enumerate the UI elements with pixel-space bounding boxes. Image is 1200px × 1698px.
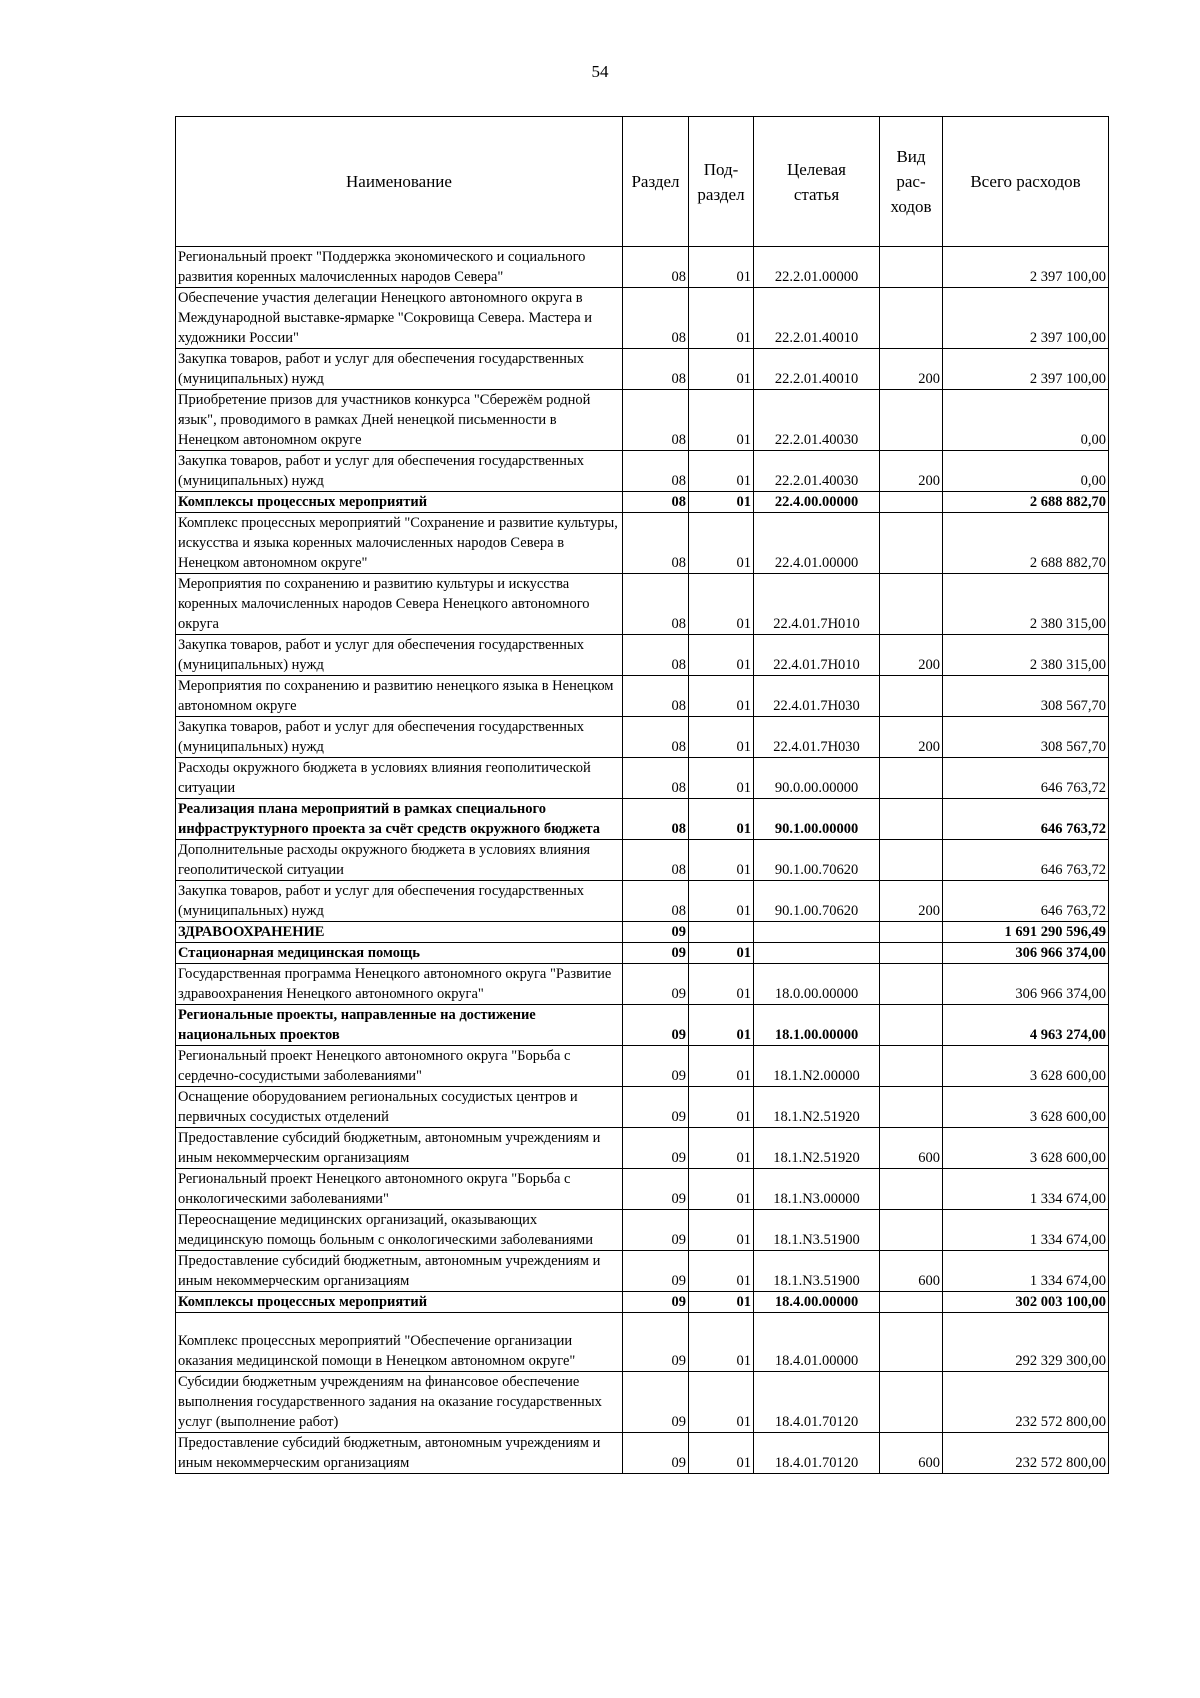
cell-section: 08 — [623, 840, 689, 881]
cell-target-article: 90.1.00.00000 — [754, 799, 880, 840]
cell-total: 2 380 315,00 — [943, 574, 1109, 635]
cell-target-article: 22.4.00.00000 — [754, 492, 880, 513]
cell-expense-type — [880, 1210, 943, 1251]
cell-section: 09 — [623, 1169, 689, 1210]
header-target-article: Целевая статья — [754, 117, 880, 247]
cell-target-article: 22.4.01.7Н030 — [754, 676, 880, 717]
cell-section: 08 — [623, 492, 689, 513]
cell-target-article: 90.1.00.70620 — [754, 840, 880, 881]
cell-total: 4 963 274,00 — [943, 1005, 1109, 1046]
cell-expense-type — [880, 1005, 943, 1046]
cell-expense-type — [880, 943, 943, 964]
cell-expense-type — [880, 1046, 943, 1087]
cell-target-article: 22.4.01.7Н010 — [754, 635, 880, 676]
cell-expense-type — [880, 513, 943, 574]
cell-subsection: 01 — [689, 676, 754, 717]
cell-target-article: 18.4.01.70120 — [754, 1372, 880, 1433]
cell-section: 09 — [623, 922, 689, 943]
table-row — [176, 1313, 1109, 1372]
cell-total: 2 380 315,00 — [943, 635, 1109, 676]
cell-target-article: 18.4.01.00000 — [754, 1313, 880, 1372]
cell-name: Мероприятия по сохранению и развитию культуры и искусства коренных малочисленных народов Севера Ненецкого автономного округа — [176, 574, 623, 635]
cell-expense-type — [880, 799, 943, 840]
cell-subsection: 01 — [689, 1313, 754, 1372]
cell-target-article: 18.1.N3.51900 — [754, 1210, 880, 1251]
cell-total: 3 628 600,00 — [943, 1087, 1109, 1128]
cell-name: Комплекс процессных мероприятий "Обеспечение организации оказания медицинской помощи в Ненецком автономном округе" — [176, 1313, 623, 1372]
table-row — [176, 1005, 1109, 1046]
cell-section: 09 — [623, 943, 689, 964]
table-row — [176, 635, 1109, 676]
cell-section: 08 — [623, 288, 689, 349]
table-row — [176, 1251, 1109, 1292]
cell-expense-type — [880, 676, 943, 717]
cell-name: ЗДРАВООХРАНЕНИЕ — [176, 922, 623, 943]
cell-section: 09 — [623, 1005, 689, 1046]
cell-name: Оснащение оборудованием региональных сосудистых центров и первичных сосудистых отделений — [176, 1087, 623, 1128]
cell-expense-type: 200 — [880, 349, 943, 390]
table-row — [176, 1433, 1109, 1474]
cell-expense-type: 600 — [880, 1128, 943, 1169]
cell-target-article: 22.4.01.7Н030 — [754, 717, 880, 758]
cell-total: 0,00 — [943, 390, 1109, 451]
cell-section: 09 — [623, 1372, 689, 1433]
cell-section: 08 — [623, 758, 689, 799]
cell-section: 09 — [623, 1128, 689, 1169]
header-total: Всего расходов — [943, 117, 1109, 247]
cell-total: 2 688 882,70 — [943, 492, 1109, 513]
cell-section: 09 — [623, 1433, 689, 1474]
page-number: 54 — [591, 62, 609, 81]
cell-section: 09 — [623, 1210, 689, 1251]
cell-total: 1 334 674,00 — [943, 1210, 1109, 1251]
cell-target-article: 18.1.N2.00000 — [754, 1046, 880, 1087]
cell-name: Закупка товаров, работ и услуг для обеспечения государственных (муниципальных) нужд — [176, 349, 623, 390]
cell-expense-type — [880, 288, 943, 349]
cell-expense-type — [880, 964, 943, 1005]
table-row — [176, 717, 1109, 758]
cell-total: 0,00 — [943, 451, 1109, 492]
cell-section: 08 — [623, 451, 689, 492]
cell-expense-type — [880, 1087, 943, 1128]
table-row — [176, 349, 1109, 390]
table-row — [176, 922, 1109, 943]
cell-subsection: 01 — [689, 1087, 754, 1128]
table-row — [176, 758, 1109, 799]
header-subsection: Под- раздел — [689, 117, 754, 247]
cell-subsection: 01 — [689, 1046, 754, 1087]
cell-expense-type — [880, 492, 943, 513]
cell-subsection: 01 — [689, 1128, 754, 1169]
cell-total: 1 334 674,00 — [943, 1169, 1109, 1210]
table-row — [176, 676, 1109, 717]
cell-target-article: 18.1.N2.51920 — [754, 1087, 880, 1128]
cell-section: 08 — [623, 390, 689, 451]
cell-name: Предоставление субсидий бюджетным, автономным учреждениям и иным некоммерческим организациям — [176, 1433, 623, 1474]
cell-expense-type — [880, 1292, 943, 1313]
cell-name: Дополнительные расходы окружного бюджета в условиях влияния геополитической ситуации — [176, 840, 623, 881]
cell-subsection: 01 — [689, 1251, 754, 1292]
table-row — [176, 1046, 1109, 1087]
cell-target-article: 18.1.00.00000 — [754, 1005, 880, 1046]
cell-subsection — [689, 922, 754, 943]
cell-subsection: 01 — [689, 390, 754, 451]
cell-target-article: 22.4.01.7Н010 — [754, 574, 880, 635]
cell-total: 646 763,72 — [943, 799, 1109, 840]
cell-total: 306 966 374,00 — [943, 964, 1109, 1005]
cell-expense-type: 200 — [880, 451, 943, 492]
cell-target-article: 18.4.01.70120 — [754, 1433, 880, 1474]
cell-expense-type — [880, 247, 943, 288]
cell-name: Приобретение призов для участников конкурса "Сбережём родной язык", проводимого в рамках Дней ненецкой письменности в Ненецком автономном округе — [176, 390, 623, 451]
cell-section: 08 — [623, 717, 689, 758]
cell-target-article: 22.2.01.00000 — [754, 247, 880, 288]
cell-section: 08 — [623, 513, 689, 574]
cell-total: 2 397 100,00 — [943, 349, 1109, 390]
table-row — [176, 451, 1109, 492]
cell-total: 646 763,72 — [943, 881, 1109, 922]
cell-section: 09 — [623, 964, 689, 1005]
cell-total: 302 003 100,00 — [943, 1292, 1109, 1313]
table-row — [176, 1128, 1109, 1169]
cell-name: Мероприятия по сохранению и развитию ненецкого языка в Ненецком автономном округе — [176, 676, 623, 717]
cell-subsection: 01 — [689, 1169, 754, 1210]
cell-name: Закупка товаров, работ и услуг для обеспечения государственных (муниципальных) нужд — [176, 717, 623, 758]
cell-total: 646 763,72 — [943, 840, 1109, 881]
table-row — [176, 1292, 1109, 1313]
cell-expense-type — [880, 1313, 943, 1372]
cell-subsection: 01 — [689, 1372, 754, 1433]
cell-target-article — [754, 943, 880, 964]
cell-name: Субсидии бюджетным учреждениям на финансовое обеспечение выполнения государственного задания на оказание государственных услуг (выполнение работ) — [176, 1372, 623, 1433]
cell-target-article: 90.1.00.70620 — [754, 881, 880, 922]
cell-expense-type: 200 — [880, 881, 943, 922]
cell-target-article: 18.4.00.00000 — [754, 1292, 880, 1313]
cell-expense-type — [880, 758, 943, 799]
cell-expense-type — [880, 840, 943, 881]
cell-section: 09 — [623, 1313, 689, 1372]
cell-expense-type — [880, 390, 943, 451]
cell-name: Расходы окружного бюджета в условиях влияния геополитической ситуации — [176, 758, 623, 799]
cell-subsection: 01 — [689, 635, 754, 676]
cell-name: Закупка товаров, работ и услуг для обеспечения государственных (муниципальных) нужд — [176, 451, 623, 492]
cell-subsection: 01 — [689, 288, 754, 349]
cell-name: Региональные проекты, направленные на достижение национальных проектов — [176, 1005, 623, 1046]
cell-name: Закупка товаров, работ и услуг для обеспечения государственных (муниципальных) нужд — [176, 635, 623, 676]
table-row — [176, 840, 1109, 881]
cell-subsection: 01 — [689, 451, 754, 492]
cell-subsection: 01 — [689, 881, 754, 922]
cell-total: 646 763,72 — [943, 758, 1109, 799]
table-row — [176, 390, 1109, 451]
cell-section: 08 — [623, 635, 689, 676]
cell-name: Переоснащение медицинских организаций, оказывающих медицинскую помощь больным с онкологическими заболеваниями — [176, 1210, 623, 1251]
cell-subsection: 01 — [689, 513, 754, 574]
cell-target-article: 18.1.N3.00000 — [754, 1169, 880, 1210]
cell-total: 306 966 374,00 — [943, 943, 1109, 964]
table-row — [176, 943, 1109, 964]
cell-section: 08 — [623, 799, 689, 840]
cell-subsection: 01 — [689, 758, 754, 799]
cell-target-article: 22.2.01.40010 — [754, 349, 880, 390]
cell-name: Обеспечение участия делегации Ненецкого автономного округа в Международной выставке-ярмарке "Сокровища Севера. Мастера и художники России" — [176, 288, 623, 349]
cell-subsection: 01 — [689, 1433, 754, 1474]
table-row — [176, 1169, 1109, 1210]
cell-subsection: 01 — [689, 574, 754, 635]
table-row — [176, 881, 1109, 922]
table-header-row — [176, 117, 1109, 247]
table-row — [176, 1210, 1109, 1251]
cell-section: 08 — [623, 574, 689, 635]
cell-total: 292 329 300,00 — [943, 1313, 1109, 1372]
table-row — [176, 492, 1109, 513]
cell-section: 09 — [623, 1046, 689, 1087]
cell-section: 08 — [623, 247, 689, 288]
table-row — [176, 513, 1109, 574]
cell-target-article: 18.0.00.00000 — [754, 964, 880, 1005]
cell-name: Предоставление субсидий бюджетным, автономным учреждениям и иным некоммерческим организациям — [176, 1251, 623, 1292]
cell-expense-type: 200 — [880, 717, 943, 758]
cell-subsection: 01 — [689, 840, 754, 881]
cell-name: Предоставление субсидий бюджетным, автономным учреждениям и иным некоммерческим организациям — [176, 1128, 623, 1169]
table-row — [176, 574, 1109, 635]
cell-target-article: 22.2.01.40030 — [754, 451, 880, 492]
header-section: Раздел — [623, 117, 689, 247]
cell-name: Региональный проект "Поддержка экономического и социального развития коренных малочисленных народов Севера" — [176, 247, 623, 288]
cell-name: Комплексы процессных мероприятий — [176, 1292, 623, 1313]
cell-target-article: 18.1.N2.51920 — [754, 1128, 880, 1169]
cell-total: 1 691 290 596,49 — [943, 922, 1109, 943]
cell-total: 1 334 674,00 — [943, 1251, 1109, 1292]
cell-subsection: 01 — [689, 964, 754, 1005]
cell-name: Комплекс процессных мероприятий "Сохранение и развитие культуры, искусства и языка коренных малочисленных народов Севера в Ненецком автономном округе" — [176, 513, 623, 574]
cell-section: 09 — [623, 1292, 689, 1313]
cell-section: 09 — [623, 1087, 689, 1128]
header-expense-type: Вид рас- ходов — [880, 117, 943, 247]
cell-name: Стационарная медицинская помощь — [176, 943, 623, 964]
cell-section: 08 — [623, 676, 689, 717]
table-row — [176, 247, 1109, 288]
cell-total: 232 572 800,00 — [943, 1372, 1109, 1433]
cell-subsection: 01 — [689, 1005, 754, 1046]
cell-subsection: 01 — [689, 1292, 754, 1313]
cell-subsection: 01 — [689, 247, 754, 288]
cell-expense-type — [880, 574, 943, 635]
cell-subsection: 01 — [689, 799, 754, 840]
cell-target-article: 22.2.01.40030 — [754, 390, 880, 451]
cell-total: 3 628 600,00 — [943, 1046, 1109, 1087]
table-row — [176, 288, 1109, 349]
cell-name: Комплексы процессных мероприятий — [176, 492, 623, 513]
cell-subsection: 01 — [689, 943, 754, 964]
cell-expense-type: 600 — [880, 1433, 943, 1474]
cell-subsection: 01 — [689, 492, 754, 513]
cell-expense-type — [880, 1372, 943, 1433]
header-name: Наименование — [176, 117, 623, 247]
table-row — [176, 1087, 1109, 1128]
cell-name: Государственная программа Ненецкого автономного округа "Развитие здравоохранения Ненецкого автономного округа" — [176, 964, 623, 1005]
cell-subsection: 01 — [689, 349, 754, 390]
cell-total: 232 572 800,00 — [943, 1433, 1109, 1474]
cell-expense-type: 200 — [880, 635, 943, 676]
cell-section: 08 — [623, 881, 689, 922]
cell-target-article: 22.2.01.40010 — [754, 288, 880, 349]
cell-name: Региональный проект Ненецкого автономного округа "Борьба с сердечно-сосудистыми заболеваниями" — [176, 1046, 623, 1087]
table-row — [176, 964, 1109, 1005]
cell-name: Реализация плана мероприятий в рамках специального инфраструктурного проекта за счёт средств окружного бюджета — [176, 799, 623, 840]
cell-total: 308 567,70 — [943, 676, 1109, 717]
cell-name: Закупка товаров, работ и услуг для обеспечения государственных (муниципальных) нужд — [176, 881, 623, 922]
table-row — [176, 799, 1109, 840]
cell-expense-type: 600 — [880, 1251, 943, 1292]
cell-total: 308 567,70 — [943, 717, 1109, 758]
cell-target-article: 90.0.00.00000 — [754, 758, 880, 799]
cell-subsection: 01 — [689, 1210, 754, 1251]
cell-total: 2 397 100,00 — [943, 288, 1109, 349]
cell-expense-type — [880, 1169, 943, 1210]
cell-subsection: 01 — [689, 717, 754, 758]
cell-section: 09 — [623, 1251, 689, 1292]
cell-target-article: 22.4.01.00000 — [754, 513, 880, 574]
cell-expense-type — [880, 922, 943, 943]
cell-target-article: 18.1.N3.51900 — [754, 1251, 880, 1292]
cell-section: 08 — [623, 349, 689, 390]
cell-total: 3 628 600,00 — [943, 1128, 1109, 1169]
cell-total: 2 688 882,70 — [943, 513, 1109, 574]
cell-name: Региональный проект Ненецкого автономного округа "Борьба с онкологическими заболеваниями" — [176, 1169, 623, 1210]
table-row — [176, 1372, 1109, 1433]
budget-table — [175, 116, 1109, 1474]
cell-total: 2 397 100,00 — [943, 247, 1109, 288]
cell-target-article — [754, 922, 880, 943]
